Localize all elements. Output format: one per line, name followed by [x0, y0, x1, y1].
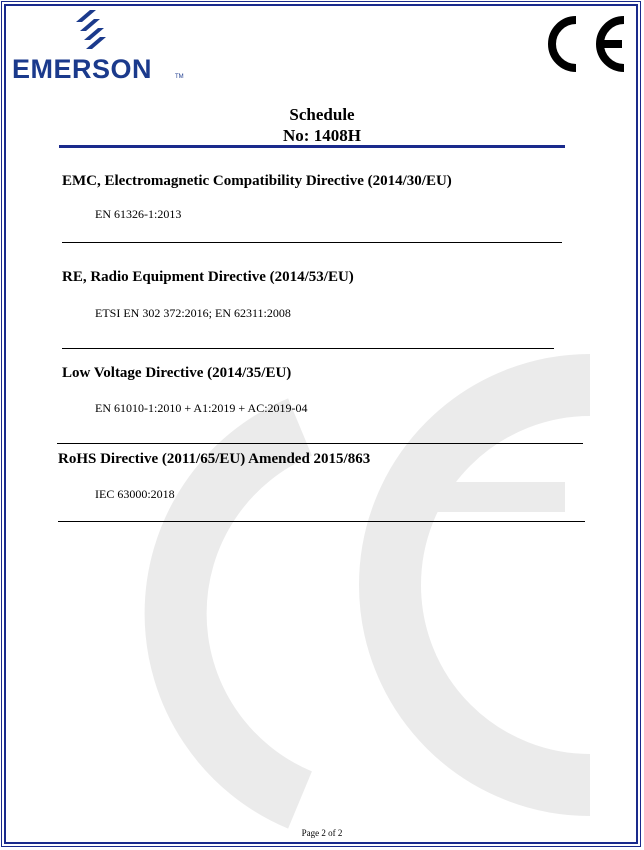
section-title-emc: EMC, Electromagnetic Compatibility Directive (2014/30/EU)	[62, 173, 452, 189]
section-standards-rohs: IEC 63000:2018	[95, 487, 175, 501]
section-divider	[57, 443, 583, 444]
section-divider	[62, 242, 562, 243]
schedule-title: Schedule	[289, 105, 355, 124]
ce-mark-icon	[540, 15, 628, 73]
section-divider	[58, 521, 585, 522]
schedule-number: No: 1408H	[283, 126, 361, 145]
trademark-label: TM	[175, 74, 184, 80]
emerson-stripes-icon	[72, 10, 112, 58]
emerson-wordmark: EMERSON	[12, 54, 153, 84]
header-rule	[59, 145, 565, 148]
section-title-re: RE, Radio Equipment Directive (2014/53/EU)	[62, 269, 354, 285]
section-standards-lvd: EN 61010-1:2010 + A1:2019 + AC:2019-04	[95, 401, 308, 415]
section-divider	[62, 348, 554, 349]
section-title-lvd: Low Voltage Directive (2014/35/EU)	[62, 365, 292, 381]
section-standards-emc: EN 61326-1:2013	[95, 207, 182, 221]
page-number: Page 2 of 2	[301, 828, 343, 838]
section-standards-re: ETSI EN 302 372:2016; EN 62311:2008	[95, 306, 291, 320]
section-title-rohs: RoHS Directive (2011/65/EU) Amended 2015/863	[58, 451, 371, 467]
emerson-logo	[12, 10, 182, 82]
